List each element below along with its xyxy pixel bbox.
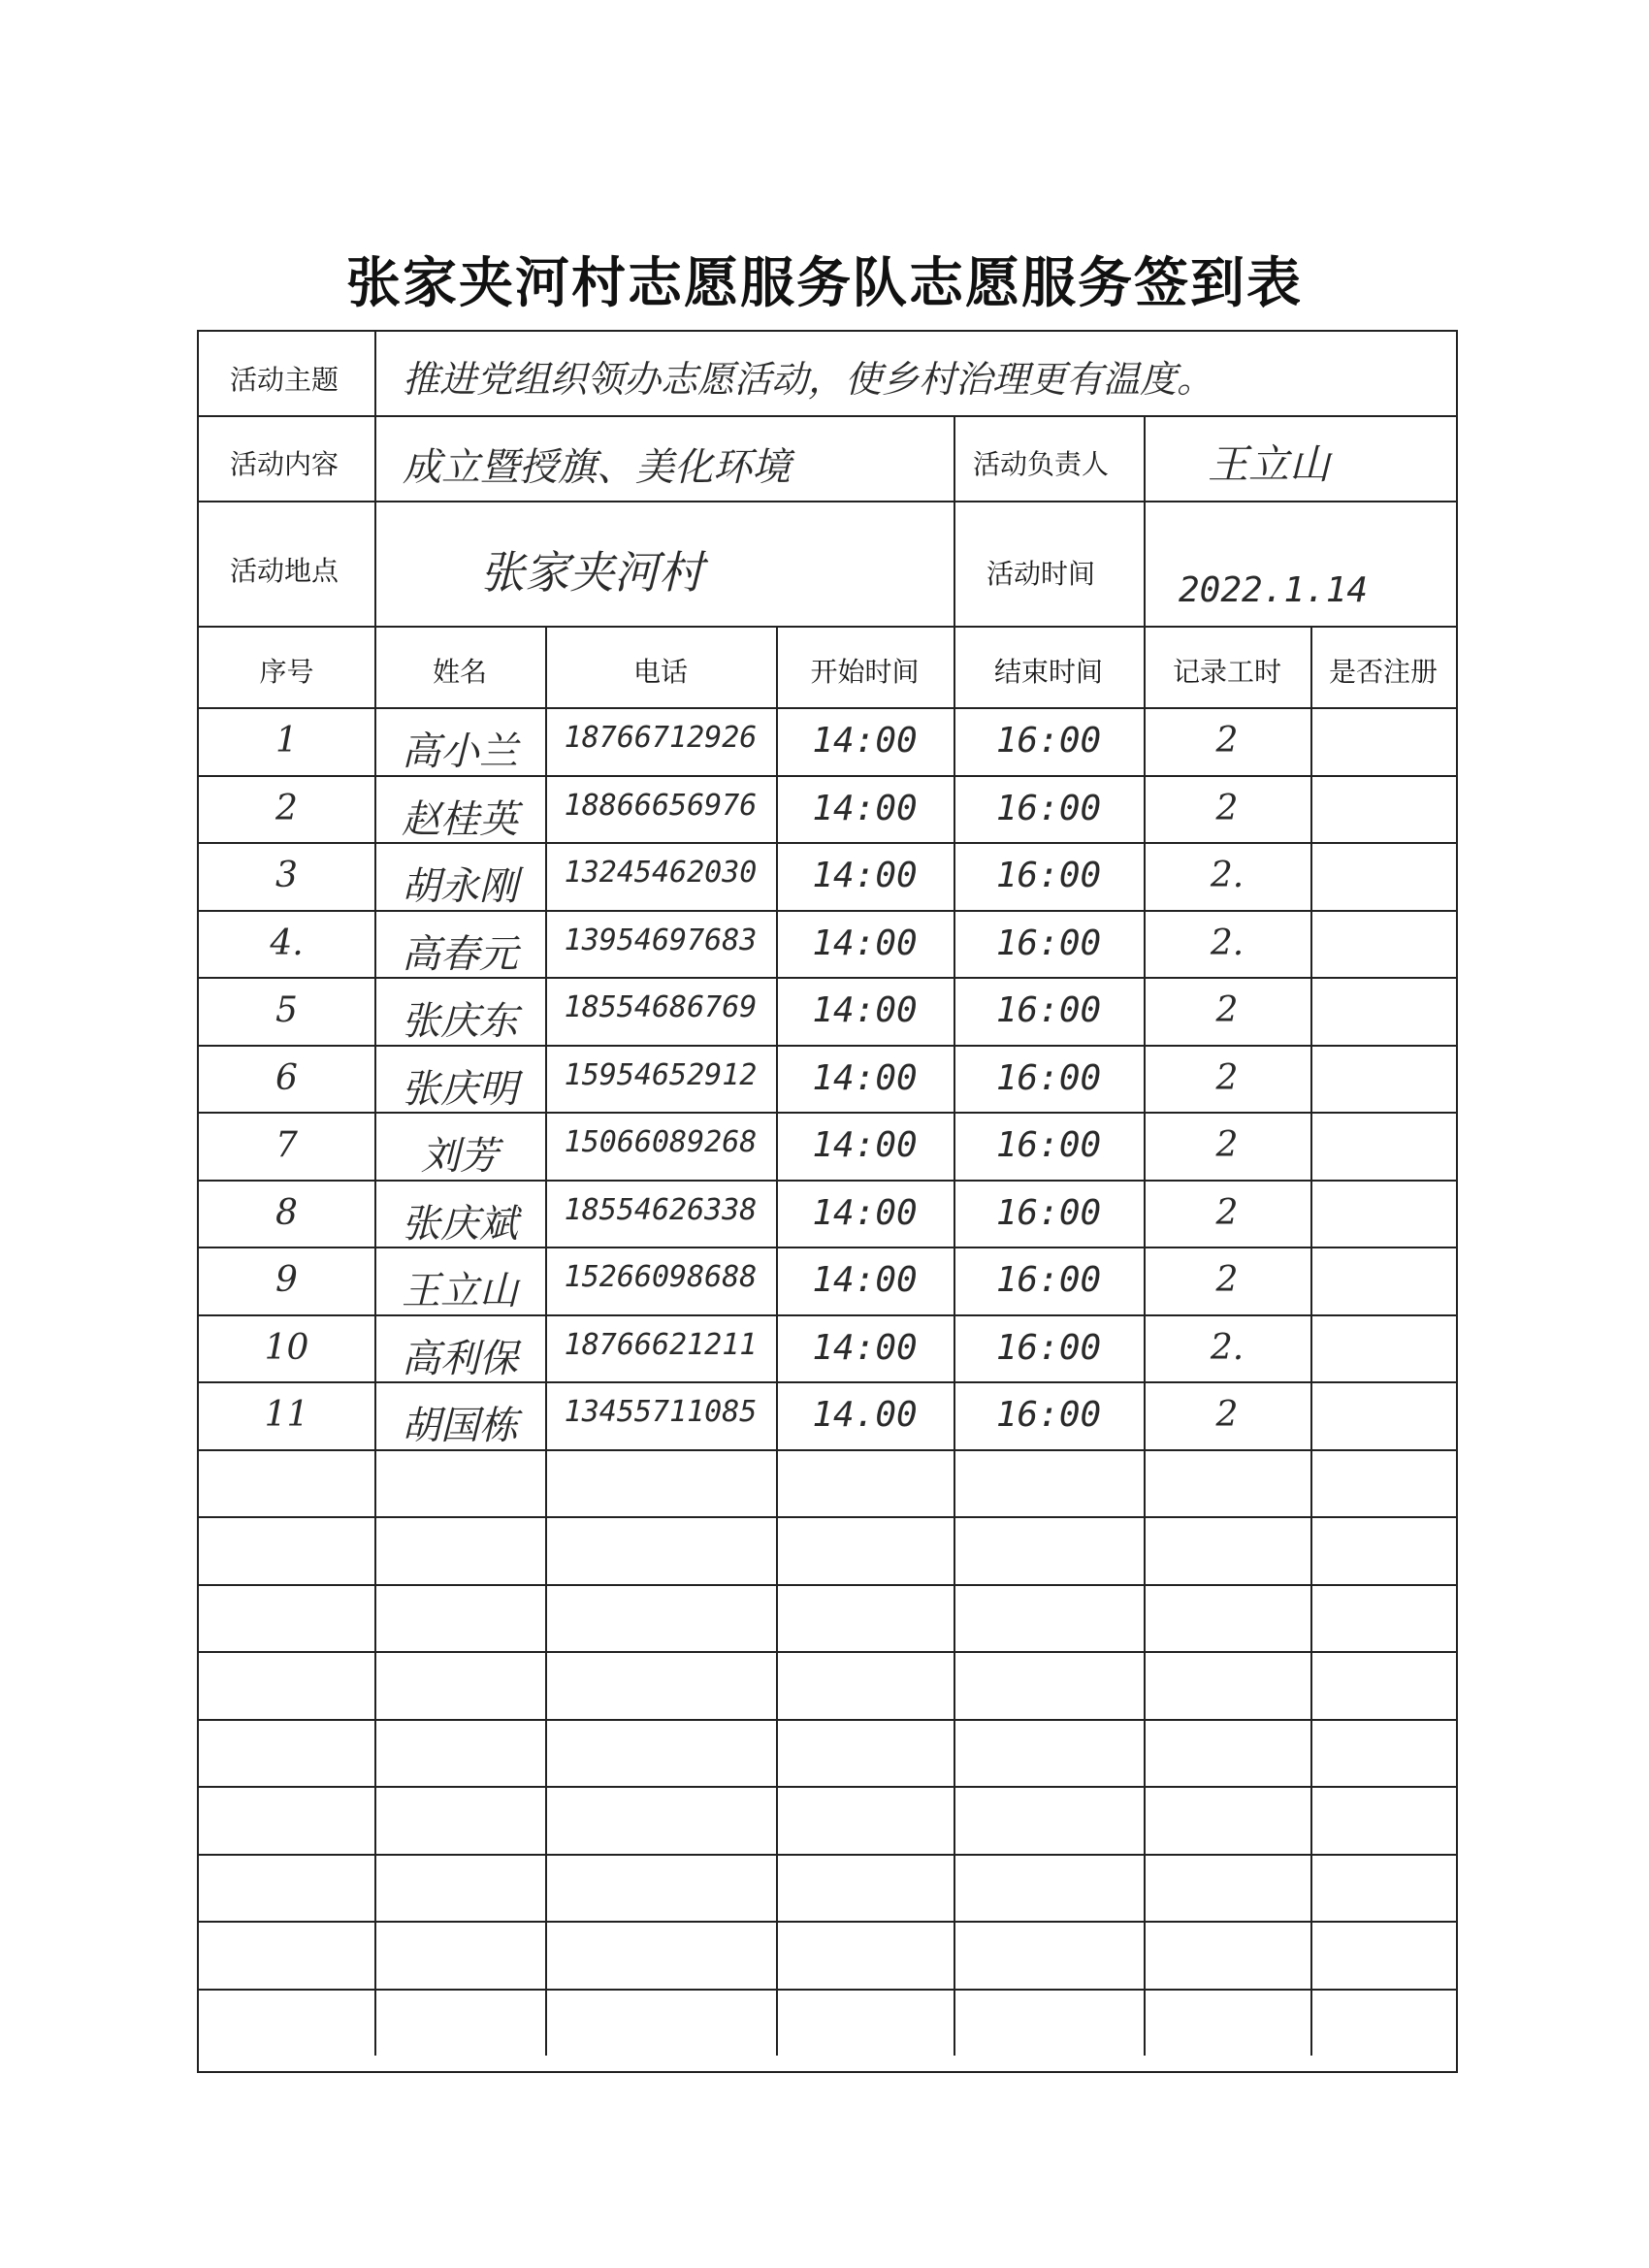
divider	[199, 1854, 1456, 1856]
start-time: 14:00	[812, 789, 918, 828]
volunteer-name: 张庆明	[402, 1067, 518, 1112]
start-time: 14:00	[812, 1125, 918, 1165]
row-number: 11	[264, 1395, 309, 1435]
end-time: 16:00	[995, 789, 1102, 828]
start-time: 14:00	[812, 856, 918, 895]
divider	[199, 1719, 1456, 1721]
divider	[199, 501, 1456, 502]
phone-number: 15954652912	[564, 1058, 758, 1092]
column-header: 开始时间	[810, 656, 920, 688]
theme-label: 活动主题	[230, 364, 340, 396]
recorded-hours: 2	[1215, 789, 1239, 828]
column-header: 是否注册	[1328, 656, 1438, 688]
row-number: 9	[275, 1260, 298, 1300]
start-time: 14:00	[812, 923, 918, 963]
divider	[374, 332, 376, 626]
end-time: 16:00	[995, 1395, 1102, 1435]
content-value: 成立暨授旗、美化环境	[403, 445, 791, 490]
end-time: 16:00	[995, 1328, 1102, 1368]
divider	[199, 1989, 1456, 1991]
volunteer-name: 胡国栋	[402, 1404, 518, 1448]
recorded-hours: 2.	[1210, 1328, 1245, 1368]
phone-number: 18766712926	[564, 721, 758, 755]
start-time: 14.00	[812, 1395, 918, 1435]
content-label: 活动内容	[230, 448, 340, 480]
sign-in-sheet	[197, 330, 1458, 2073]
column-header: 结束时间	[993, 656, 1103, 688]
row-number: 8	[275, 1193, 298, 1233]
end-time: 16:00	[995, 1260, 1102, 1300]
divider	[1310, 626, 1312, 2056]
divider	[954, 415, 955, 626]
start-time: 14:00	[812, 1260, 918, 1300]
recorded-hours: 2.	[1210, 923, 1245, 963]
end-time: 16:00	[995, 1125, 1102, 1165]
time-value: 2022.1.14	[1179, 570, 1369, 610]
row-number: 10	[264, 1328, 309, 1368]
location-label: 活动地点	[230, 555, 340, 587]
row-number: 2	[275, 789, 298, 828]
column-header: 序号	[259, 656, 314, 688]
phone-number: 13455711085	[564, 1395, 758, 1429]
row-number: 6	[275, 1058, 298, 1098]
phone-number: 13245462030	[564, 856, 758, 890]
end-time: 16:00	[995, 721, 1102, 761]
phone-number: 15266098688	[564, 1260, 758, 1294]
phone-number: 18866656976	[564, 789, 758, 823]
row-number: 4.	[270, 923, 304, 963]
phone-number: 18554686769	[564, 990, 758, 1024]
end-time: 16:00	[995, 923, 1102, 963]
time-label: 活动时间	[986, 558, 1096, 590]
leader-value: 王立山	[1208, 440, 1331, 488]
divider	[199, 1921, 1456, 1923]
phone-number: 13954697683	[564, 923, 758, 957]
start-time: 14:00	[812, 990, 918, 1030]
volunteer-name: 刘芳	[421, 1134, 499, 1179]
column-header: 姓名	[432, 656, 487, 688]
divider	[1144, 415, 1146, 626]
recorded-hours: 2	[1215, 1058, 1239, 1098]
volunteer-name: 高小兰	[402, 729, 518, 774]
recorded-hours: 2	[1215, 1193, 1239, 1233]
divider	[199, 1584, 1456, 1586]
phone-number: 18554626338	[564, 1193, 758, 1227]
location-value: 张家夹河村	[480, 546, 703, 599]
volunteer-name: 高利保	[402, 1337, 518, 1381]
column-header: 记录工时	[1172, 656, 1281, 688]
recorded-hours: 2	[1215, 1260, 1239, 1300]
volunteer-name: 赵桂英	[402, 797, 518, 842]
row-number: 5	[275, 990, 298, 1030]
start-time: 14:00	[812, 721, 918, 761]
divider	[199, 1786, 1456, 1788]
volunteer-name: 张庆斌	[402, 1202, 518, 1247]
volunteer-name: 张庆东	[402, 999, 518, 1044]
start-time: 14:00	[812, 1058, 918, 1098]
phone-number: 18766621211	[564, 1328, 758, 1362]
end-time: 16:00	[995, 1058, 1102, 1098]
end-time: 16:00	[995, 1193, 1102, 1233]
recorded-hours: 2.	[1210, 856, 1245, 895]
phone-number: 15066089268	[564, 1125, 758, 1159]
volunteer-name: 高春元	[402, 932, 518, 977]
page-title: 张家夹河村志愿服务队志愿服务签到表	[346, 252, 1303, 315]
row-number: 3	[275, 856, 298, 895]
divider	[199, 1516, 1456, 1518]
volunteer-name: 胡永刚	[402, 864, 518, 909]
column-header: 电话	[632, 656, 688, 688]
end-time: 16:00	[995, 856, 1102, 895]
divider	[199, 415, 1456, 417]
end-time: 16:00	[995, 990, 1102, 1030]
recorded-hours: 2	[1215, 1395, 1239, 1435]
start-time: 14:00	[812, 1328, 918, 1368]
recorded-hours: 2	[1215, 1125, 1239, 1165]
row-number: 1	[275, 721, 298, 761]
leader-label: 活动负责人	[973, 448, 1110, 480]
recorded-hours: 2	[1215, 721, 1239, 761]
recorded-hours: 2	[1215, 990, 1239, 1030]
divider	[199, 626, 1456, 628]
volunteer-name: 王立山	[402, 1269, 518, 1313]
start-time: 14:00	[812, 1193, 918, 1233]
divider	[199, 707, 1456, 709]
divider	[199, 1651, 1456, 1653]
theme-value: 推进党组织领办志愿活动，使乡村治理更有温度。	[403, 358, 1214, 401]
row-number: 7	[275, 1125, 298, 1165]
